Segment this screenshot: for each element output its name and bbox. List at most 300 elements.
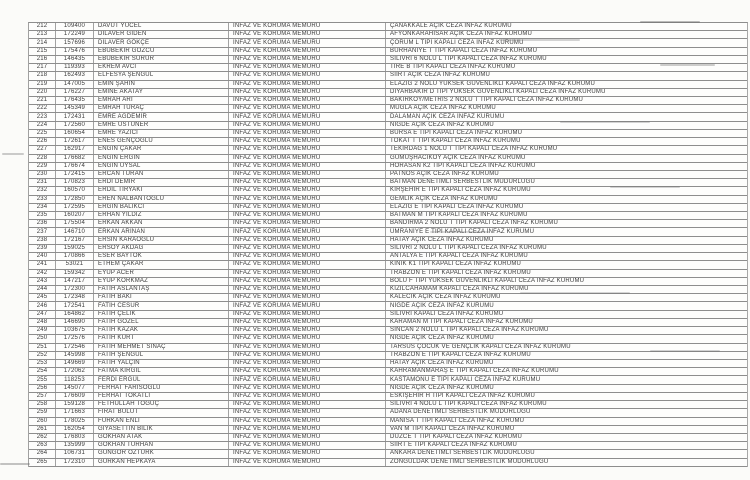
cell-name: GÜRKAN HEPKAYA [94,459,229,466]
cell-name: FATİH BAKİ [94,294,229,301]
cell-institution: SİLİVRİ 4 NOLU L TİPİ KAPALI CEZA İNFAZ KURUMU [390,401,547,408]
cell-name: EMİN ŞAHİN [94,81,229,88]
cell-institution: TOKAT T TİPİ KAPALI CEZA İNFAZ KURUMU [390,138,521,145]
cell-name: FETHULLAH TOĞUÇ [94,401,229,408]
table-row [29,204,747,212]
cell-title: İNFAZ VE KORUMA MEMURU [229,31,386,38]
cell-title: İNFAZ VE KORUMA MEMURU [229,393,386,400]
cell-institution: BANDIRMA 2 NOLU T TİPİ KAPALI CEZA İNFAZ KURUMU [390,220,558,227]
cell-no: 247 [29,311,56,318]
cell-no: 225 [29,130,56,137]
cell-title: İNFAZ VE KORUMA MEMURU [229,171,386,178]
cell-title: İNFAZ VE KORUMA MEMURU [229,278,386,285]
cell-reg: 172167 [56,237,94,244]
scan-artifact [660,64,715,66]
cell-reg: 145349 [56,105,94,112]
table-row [29,212,747,220]
cell-reg: 162917 [56,146,94,153]
cell-no: 251 [29,344,56,351]
cell-name: EMRAH ARI [94,97,229,104]
table-row [29,105,747,113]
cell-reg: 172595 [56,204,94,211]
cell-reg: 172560 [56,122,94,129]
cell-name: FATİH ASLANTAŞ [94,286,229,293]
cell-institution: DÜZCE T TİPİ KAPALI CEZA İNFAZ KURUMU [390,434,522,441]
cell-title: İNFAZ VE KORUMA MEMURU [229,245,386,252]
cell-reg: 172850 [56,196,94,203]
cell-no: 231 [29,179,56,186]
cell-no: 220 [29,89,56,96]
cell-name: EBUBEKİR GÖZCÜ [94,48,229,55]
cell-reg: 149669 [56,360,94,367]
cell-institution: BATMAN DENETİMLİ SERBESTLİK MÜDÜRLÜĞÜ [390,179,535,186]
cell-name: DİLAVER GÖKÇE [94,39,229,46]
table-row [29,434,747,442]
cell-reg: 147005 [56,81,94,88]
cell-title: İNFAZ VE KORUMA MEMURU [229,204,386,211]
cell-name: FERHAT TOKATLI [94,393,229,400]
cell-reg: 172576 [56,335,94,342]
cell-title: İNFAZ VE KORUMA MEMURU [229,327,386,334]
table-row [29,302,747,310]
cell-no: 215 [29,48,56,55]
table-row [29,196,747,204]
cell-title: İNFAZ VE KORUMA MEMURU [229,212,386,219]
cell-institution: KALECİK AÇIK CEZA İNFAZ KURUMU [390,294,501,301]
scan-artifact [640,21,700,23]
cell-no: 221 [29,97,56,104]
cell-no: 236 [29,220,56,227]
cell-no: 249 [29,327,56,334]
cell-reg: 172249 [56,31,94,38]
table-row [29,155,747,163]
cell-institution: BATMAN M TİPİ KAPALI CEZA İNFAZ KURUMU [390,212,528,219]
cell-no: 237 [29,228,56,235]
cell-title: İNFAZ VE KORUMA MEMURU [229,418,386,425]
cell-reg: 172300 [56,286,94,293]
cell-name: FATİH GÖZEL [94,319,229,326]
cell-title: İNFAZ VE KORUMA MEMURU [229,352,386,359]
cell-title: İNFAZ VE KORUMA MEMURU [229,39,386,46]
cell-title: İNFAZ VE KORUMA MEMURU [229,360,386,367]
cell-no: 235 [29,212,56,219]
cell-reg: 145998 [56,352,94,359]
cell-institution: ELAZIĞ 2 NOLU YÜKSEK GÜVENLİKLİ KAPALI CEZA İNFAZ KURUMU [390,80,596,87]
cell-no: 217 [29,64,56,71]
table-row [29,450,747,458]
table-row [29,72,747,80]
cell-institution: SİNCAN 2 NOLU L TİPİ KAPALI CEZA İNFAZ KURUMU [390,327,549,334]
scan-artifact [650,350,720,352]
cell-institution: NİĞDE AÇIK CEZA İNFAZ KURUMU [390,384,494,391]
cell-name: ERSİN KARAOĞLU [94,237,229,244]
cell-name: FURKAN ENLİ [94,418,229,425]
cell-title: İNFAZ VE KORUMA MEMURU [229,105,386,112]
cell-institution: BAKIRKÖY/METRİS 2 NOLU T TİPİ KAPALI CEZA İNFAZ KURUMU [390,97,584,104]
cell-no: 234 [29,204,56,211]
cell-reg: 118253 [56,376,94,383]
cell-institution: ANKARA DENETİMLİ SERBESTLİK MÜDÜRLÜĞÜ [390,450,535,457]
table-row [29,319,747,327]
cell-no: 223 [29,113,56,120]
cell-institution: BURHANİYE T TİPİ KAPALI CEZA İNFAZ KURUMU [390,47,538,54]
cell-no: 240 [29,253,56,260]
cell-name: EREN NALBANTOĞLU [94,196,229,203]
cell-name: ERDİL TİRYAKİ [94,187,229,194]
cell-no: 239 [29,245,56,252]
cell-institution: ZONGULDAK DENETİMLİ SERBESTLİK MÜDÜRLÜĞÜ [390,458,549,465]
cell-name: FIRAT BULUT [94,409,229,416]
cell-reg: 146435 [56,56,94,63]
cell-name: ERDİ DEMİR [94,179,229,186]
cell-name: EMRE AĞDEMİR [94,113,229,120]
cell-title: İNFAZ VE KORUMA MEMURU [229,261,386,268]
cell-title: İNFAZ VE KORUMA MEMURU [229,253,386,260]
cell-title: İNFAZ VE KORUMA MEMURU [229,434,386,441]
cell-no: 244 [29,286,56,293]
cell-no: 233 [29,196,56,203]
cell-institution: GÜMÜŞHACIKÖY AÇIK CEZA İNFAZ KURUMU [390,154,526,161]
cell-name: FATİH CESUR [94,302,229,309]
cell-name: DAVUT YÜCEL [94,23,229,30]
cell-title: İNFAZ VE KORUMA MEMURU [229,163,386,170]
cell-institution: ÇANAKKALE AÇIK CEZA İNFAZ KURUMU [390,23,512,30]
cell-no: 248 [29,319,56,326]
cell-reg: 160654 [56,130,94,137]
cell-reg: 176803 [56,434,94,441]
cell-name: EKREM AVCI [94,64,229,71]
cell-title: İNFAZ VE KORUMA MEMURU [229,286,386,293]
cell-no: 238 [29,237,56,244]
cell-institution: ÇORUM L TİPİ KAPALI CEZA İNFAZ KURUMU [390,39,524,46]
cell-reg: 172415 [56,171,94,178]
table-row [29,261,747,269]
cell-reg: 172546 [56,344,94,351]
cell-institution: KASTAMONU E TİPİ KAPALI CEZA İNFAZ KURUMU [390,376,541,383]
cell-no: 245 [29,294,56,301]
cell-name: EMRE YAZICI [94,130,229,137]
cell-institution: ESKİŞEHİR H TİPİ KAPALI CEZA İNFAZ KURUMU [390,392,536,399]
cell-institution: DİYARBAKIR D TİPİ YÜKSEK GÜVENLİKLİ KAPALI CEZA İNFAZ KURUMU [390,88,606,95]
cell-title: İNFAZ VE KORUMA MEMURU [229,319,386,326]
cell-title: İNFAZ VE KORUMA MEMURU [229,81,386,88]
cell-title: İNFAZ VE KORUMA MEMURU [229,187,386,194]
cell-title: İNFAZ VE KORUMA MEMURU [229,459,386,466]
table-row [29,130,747,138]
cell-title: İNFAZ VE KORUMA MEMURU [229,48,386,55]
cell-reg: 157696 [56,39,94,46]
cell-reg: 172617 [56,138,94,145]
cell-no: 261 [29,426,56,433]
cell-institution: SİLİVRİ KAPALI CEZA İNFAZ KURUMU [390,310,504,317]
table-row [29,311,747,319]
cell-title: İNFAZ VE KORUMA MEMURU [229,97,386,104]
scan-artifact [560,121,650,123]
cell-title: İNFAZ VE KORUMA MEMURU [229,344,386,351]
cell-no: 255 [29,376,56,383]
cell-name: FATİH ŞENGÜL [94,352,229,359]
table-row [29,56,747,64]
cell-title: İNFAZ VE KORUMA MEMURU [229,155,386,162]
cell-title: İNFAZ VE KORUMA MEMURU [229,130,386,137]
cell-institution: TEKİRDAĞ 1 NOLU T TİPİ KAPALI CEZA İNFAZ KURUMU [390,146,558,153]
table-row [29,418,747,426]
table-row [29,393,747,401]
cell-institution: SİİRT E TİPİ KAPALI CEZA İNFAZ KURUMU [390,442,517,449]
cell-name: GÖKHAN TURHAN [94,442,229,449]
cell-name: FATİH MEHMET SINAÇ [94,344,229,351]
cell-title: İNFAZ VE KORUMA MEMURU [229,368,386,375]
cell-reg: 109400 [56,23,94,30]
scan-artifact [0,463,30,465]
cell-title: İNFAZ VE KORUMA MEMURU [229,146,386,153]
cell-institution: TARSUS ÇOCUK VE GENÇLİK KAPALI CEZA İNFAZ KURUMU [390,343,571,350]
cell-title: İNFAZ VE KORUMA MEMURU [229,56,386,63]
scan-artifact [500,39,580,41]
table-row [29,187,747,195]
scan-artifact [520,292,630,294]
cell-title: İNFAZ VE KORUMA MEMURU [229,270,386,277]
cell-name: ERCAN TURAN [94,171,229,178]
cell-reg: 162493 [56,72,94,79]
table-row [29,163,747,171]
cell-name: EMİNE AKATAY [94,89,229,96]
cell-title: İNFAZ VE KORUMA MEMURU [229,376,386,383]
cell-institution: MUĞLA AÇIK CEZA İNFAZ KURUMU [390,105,496,112]
table-row [29,335,747,343]
table-row [29,220,747,228]
cell-title: İNFAZ VE KORUMA MEMURU [229,409,386,416]
cell-reg: 159342 [56,270,94,277]
cell-no: 257 [29,393,56,400]
cell-reg: 159025 [56,245,94,252]
table-row [29,237,747,245]
cell-no: 264 [29,450,56,457]
cell-reg: 160207 [56,212,94,219]
table-row [29,97,747,105]
cell-title: İNFAZ VE KORUMA MEMURU [229,179,386,186]
cell-reg: 164862 [56,311,94,318]
cell-title: İNFAZ VE KORUMA MEMURU [229,23,386,30]
table-row [29,286,747,294]
cell-institution: KIRŞEHİR E TİPİ KAPALI CEZA İNFAZ KURUMU [390,187,531,194]
cell-name: EMRE ÜSTÜNER [94,122,229,129]
cell-reg: 178025 [56,418,94,425]
table-row [29,352,747,360]
cell-name: FATİH KURT [94,335,229,342]
cell-no: 224 [29,122,56,129]
cell-reg: 175504 [56,220,94,227]
cell-no: 213 [29,31,56,38]
cell-reg: 103675 [56,327,94,334]
cell-institution: KIZILCAHAMAM KAPALI CEZA İNFAZ KURUMU [390,286,529,293]
cell-institution: TRABZON E TİPİ KAPALI CEZA İNFAZ KURUMU [390,351,531,358]
table-row [29,278,747,286]
cell-institution: ELAZIĞ E TİPİ KAPALI CEZA İNFAZ KURUMU [390,203,524,210]
cell-title: İNFAZ VE KORUMA MEMURU [229,196,386,203]
cell-name: ENES GENÇOĞLU [94,138,229,145]
cell-title: İNFAZ VE KORUMA MEMURU [229,294,386,301]
cell-name: EYÜP ACER [94,270,229,277]
cell-no: 254 [29,368,56,375]
cell-title: İNFAZ VE KORUMA MEMURU [229,401,386,408]
cell-institution: NİĞDE AÇIK CEZA İNFAZ KURUMU [390,302,494,309]
cell-title: İNFAZ VE KORUMA MEMURU [229,302,386,309]
scan-artifact [430,231,490,233]
table-row [29,228,747,236]
cell-reg: 146710 [56,228,94,235]
cell-institution: KINIK K1 TİPİ KAPALI CEZA İNFAZ KURUMU [390,261,522,268]
cell-no: 260 [29,418,56,425]
cell-no: 253 [29,360,56,367]
cell-reg: 171663 [56,409,94,416]
cell-no: 259 [29,409,56,416]
cell-title: İNFAZ VE KORUMA MEMURU [229,426,386,433]
cell-title: İNFAZ VE KORUMA MEMURU [229,450,386,457]
cell-title: İNFAZ VE KORUMA MEMURU [229,72,386,79]
cell-institution: ÜMRANİYE E TİPİ KAPALI CEZA İNFAZ KURUMU [390,228,535,235]
table-row [29,442,747,450]
cell-name: EBUBEKİR SURUR [94,56,229,63]
cell-no: 230 [29,171,56,178]
scan-artifact [2,153,24,155]
cell-reg: 147217 [56,278,94,285]
table-row [29,385,747,393]
cell-institution: PATNOS AÇIK CEZA İNFAZ KURUMU [390,171,499,178]
scan-artifact [610,186,680,188]
cell-no: 218 [29,72,56,79]
cell-institution: NİĞDE AÇIK CEZA İNFAZ KURUMU [390,335,494,342]
cell-name: GIYASETTİN BİLİK [94,426,229,433]
cell-institution: MANİSA T TİPİ KAPALI CEZA İNFAZ KURUMU [390,417,525,424]
cell-no: 214 [29,39,56,46]
table-row [29,23,747,31]
cell-title: İNFAZ VE KORUMA MEMURU [229,122,386,129]
cell-name: FATMA KIRĞIL [94,368,229,375]
cell-reg: 170823 [56,179,94,186]
cell-no: 265 [29,459,56,466]
cell-reg: 172348 [56,294,94,301]
table-row [29,368,747,376]
cell-no: 256 [29,385,56,392]
cell-name: ERGİN BALIKCI [94,204,229,211]
cell-no: 242 [29,270,56,277]
cell-name: ERKAN ARINAN [94,228,229,235]
cell-reg: 172431 [56,113,94,120]
table-row [29,376,747,384]
cell-reg: 119393 [56,64,94,71]
cell-reg: 172541 [56,302,94,309]
cell-title: İNFAZ VE KORUMA MEMURU [229,89,386,96]
cell-no: 229 [29,163,56,170]
cell-name: ELFESYA ŞENGÜL [94,72,229,79]
cell-title: İNFAZ VE KORUMA MEMURU [229,64,386,71]
cell-name: EYÜP KORKMAZ [94,278,229,285]
cell-name: FATİH ÇELİK [94,311,229,318]
table-row [29,294,747,302]
cell-name: ERKAN AKKAN [94,220,229,227]
cell-reg: 172310 [56,459,94,466]
table-row [29,146,747,154]
cell-no: 222 [29,105,56,112]
table-row [29,327,747,335]
cell-name: GÖKHAN ATAK [94,434,229,441]
cell-no: 216 [29,56,56,63]
table-row [29,360,747,368]
cell-no: 228 [29,155,56,162]
cell-institution: TRABZON E TİPİ KAPALI CEZA İNFAZ KURUMU [390,269,531,276]
table-row [29,48,747,56]
cell-institution: KAHRAMANMARAŞ E TİPİ KAPALI CEZA İNFAZ KURUMU [390,368,559,375]
table-row [29,401,747,409]
table-row [29,64,747,72]
cell-institution: BOLU F TİPİ YÜKSEK GÜVENLİKLİ KAPALI CEZA İNFAZ KURUMU [390,277,585,284]
cell-institution: SİLİVRİ 2 NOLU L TİPİ KAPALI CEZA İNFAZ KURUMU [390,245,547,252]
cell-title: İNFAZ VE KORUMA MEMURU [229,220,386,227]
cell-institution: TİRE B TİPİ KAPALI CEZA İNFAZ KURUMU [390,64,516,71]
cell-name: FERDİ ERGÜL [94,376,229,383]
cell-institution: HATAY AÇIK CEZA İNFAZ KURUMU [390,360,494,367]
cell-institution: SİLİVRİ 6 NOLU L TİPİ KAPALI CEZA İNFAZ KURUMU [390,55,547,62]
table-row [29,138,747,146]
cell-reg: 106731 [56,450,94,457]
cell-no: 250 [29,335,56,342]
cell-no: 212 [29,23,56,30]
cell-no: 226 [29,138,56,145]
cell-name: FATİH KAZAK [94,327,229,334]
cell-reg: 172062 [56,368,94,375]
cell-institution: NİĞDE AÇIK CEZA İNFAZ KURUMU [390,121,494,128]
cell-name: ERHAN YILDIZ [94,212,229,219]
cell-title: İNFAZ VE KORUMA MEMURU [229,442,386,449]
cell-name: DİLAVER GİDEN [94,31,229,38]
cell-institution: VAN M TİPİ KAPALI CEZA İNFAZ KURUMU [390,425,515,432]
cell-institution: DALAMAN AÇIK CEZA İNFAZ KURUMU [390,113,505,120]
cell-name: GÜNGÖR ÖZTÜRK [94,450,229,457]
cell-no: 241 [29,261,56,268]
cell-name: FERHAT FARİSOĞLU [94,385,229,392]
cell-no: 252 [29,352,56,359]
cell-title: İNFAZ VE KORUMA MEMURU [229,237,386,244]
table-row [29,171,747,179]
cell-name: ESER BAYTOK [94,253,229,260]
cell-institution: ADANA DENETİMLİ SERBESTLİK MÜDÜRLÜĞÜ [390,409,531,416]
cell-institution: BURSA E TİPİ KAPALI CEZA İNFAZ KURUMU [390,129,523,136]
table-row [29,409,747,417]
cell-no: 219 [29,81,56,88]
table-row [29,253,747,261]
cell-reg: 135999 [56,442,94,449]
cell-title: İNFAZ VE KORUMA MEMURU [229,138,386,145]
cell-reg: 176609 [56,393,94,400]
cell-name: ENGİN UYSAL [94,163,229,170]
cell-reg: 175476 [56,48,94,55]
cell-name: ENGİN ÇAKAR [94,146,229,153]
table-row [29,245,747,253]
cell-no: 243 [29,278,56,285]
cell-institution: HORASAN K2 TİPİ KAPALI CEZA İNFAZ KURUMU [390,162,536,169]
cell-reg: 170866 [56,253,94,260]
cell-title: İNFAZ VE KORUMA MEMURU [229,311,386,318]
cell-name: ERSOY AKDAĞ [94,245,229,252]
cell-institution: SİİRT AÇIK CEZA İNFAZ KURUMU [390,72,491,79]
cell-reg: 176227 [56,89,94,96]
cell-no: 263 [29,442,56,449]
cell-no: 262 [29,434,56,441]
cell-reg: 162054 [56,426,94,433]
table-row [29,270,747,278]
cell-institution: ANTALYA E TİPİ KAPALI CEZA İNFAZ KURUMU [390,253,528,260]
